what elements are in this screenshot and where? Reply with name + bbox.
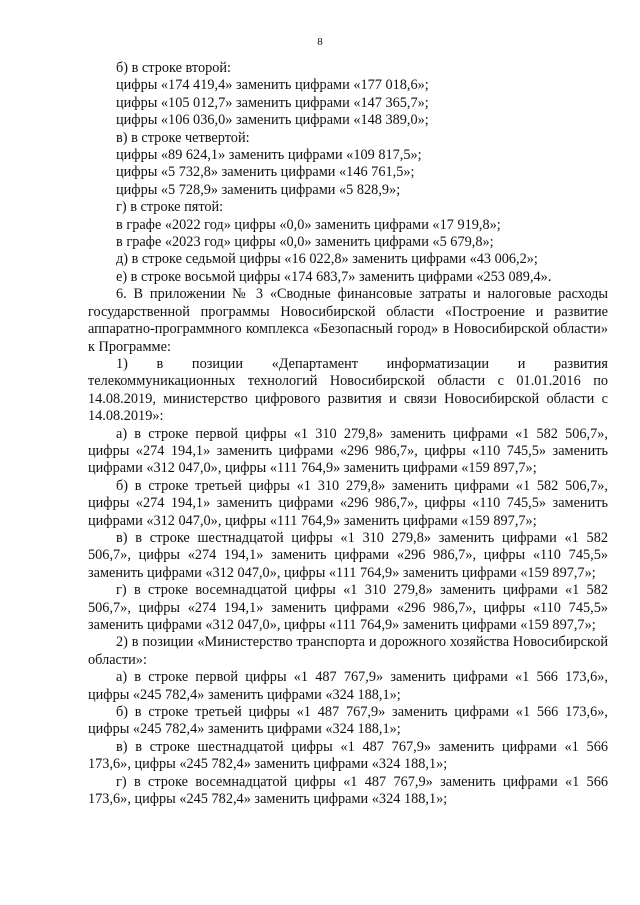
item-2-v-paragraph: в) в строке шестнадцатой цифры «1 487 767,9» заменить цифрами «1 566 173,6», цифры «245 782,4» заменить цифрами «324 188,1»; (88, 738, 608, 773)
clause-v-item-1: цифры «89 624,1» заменить цифрами «109 817,5»; (116, 147, 422, 164)
item-1-paragraph: 1) в позиции «Департамент информатизации и развития телекоммуникационных технологий Новосибирской области с 01.01.2016 по 14.08.2019, министерство цифрового развития и связи Новосибирской области с 14.08.2019»: (88, 355, 608, 425)
item-1-g-paragraph: г) в строке восемнадцатой цифры «1 310 279,8» заменить цифрами «1 582 506,7», цифры «274 194,1» заменить цифрами «296 986,7», цифры «110 745,5» заменить цифрами «312 047,0», цифры «111 764,9» заменить цифрами «159 897,7»; (88, 582, 608, 633)
clause-g-item-1: в графе «2022 год» цифры «0,0» заменить цифрами «17 919,8»; (116, 216, 501, 233)
item-1-a-paragraph: а) в строке первой цифры «1 310 279,8» заменить цифрами «1 582 506,7», цифры «274 194,1» заменить цифрами «296 986,7», цифры «110 745,5» заменить цифрами «312 047,0», цифры «111 764,9» заменить цифрами «159 897,7»; (88, 425, 608, 477)
clause-v-item-2: цифры «5 732,8» заменить цифрами «146 761,5»; (116, 164, 415, 181)
clause-g-item-2: в графе «2023 год» цифры «0,0» заменить цифрами «5 679,8»; (116, 234, 494, 251)
item-1-b-paragraph: б) в строке третьей цифры «1 310 279,8» заменить цифрами «1 582 506,7», цифры «274 194,1» заменить цифрами «296 986,7», цифры «110 745,5» заменить цифрами «312 047,0», цифры «111 764,9» заменить цифрами «159 897,7»; (88, 477, 608, 529)
section-6-paragraph: 6. В приложении № 3 «Сводные финансовые затраты и налоговые расходы государственной программы Новосибирской области «Построение и развитие аппаратно-программного комплекса «Безопасный город» в Новосибирской области» к Программе: (88, 286, 608, 355)
clause-e: е) в строке восьмой цифры «174 683,7» заменить цифрами «253 089,4». (116, 268, 552, 285)
document-body (88, 60, 608, 808)
item-1-v-paragraph: в) в строке шестнадцатой цифры «1 310 279,8» заменить цифрами «1 582 506,7», цифры «274 194,1» заменить цифрами «296 986,7», цифры «110 745,5» заменить цифрами «312 047,0», цифры «111 764,9» заменить цифрами «159 897,7»; (88, 529, 608, 581)
clause-v-heading: в) в строке четвертой: (116, 129, 250, 146)
clause-d: д) в строке седьмой цифры «16 022,8» заменить цифрами «43 006,2»; (116, 251, 538, 268)
item-2-paragraph: 2) в позиции «Министерство транспорта и дорожного хозяйства Новосибирской области»: (88, 634, 608, 668)
clause-b-item-1: цифры «174 419,4» заменить цифрами «177 018,6»; (116, 77, 429, 94)
clause-g-heading: г) в строке пятой: (116, 199, 224, 216)
clause-v-item-3: цифры «5 728,9» заменить цифрами «5 828,9»; (116, 181, 401, 198)
clause-b-item-3: цифры «106 036,0» заменить цифрами «148 389,0»; (116, 112, 429, 129)
clause-b-item-2: цифры «105 012,7» заменить цифрами «147 365,7»; (116, 94, 429, 111)
page-number: 8 (317, 36, 323, 48)
item-2-g-paragraph: г) в строке восемнадцатой цифры «1 487 767,9» заменить цифрами «1 566 173,6», цифры «245 782,4» заменить цифрами «324 188,1»; (88, 773, 608, 808)
clause-b-heading: б) в строке второй: (116, 60, 232, 76)
item-2-b-paragraph: б) в строке третьей цифры «1 487 767,9» заменить цифрами «1 566 173,6», цифры «245 782,4» заменить цифрами «324 188,1»; (88, 704, 608, 738)
item-2-a-paragraph: а) в строке первой цифры «1 487 767,9» заменить цифрами «1 566 173,6», цифры «245 782,4» заменить цифрами «324 188,1»; (88, 669, 608, 703)
